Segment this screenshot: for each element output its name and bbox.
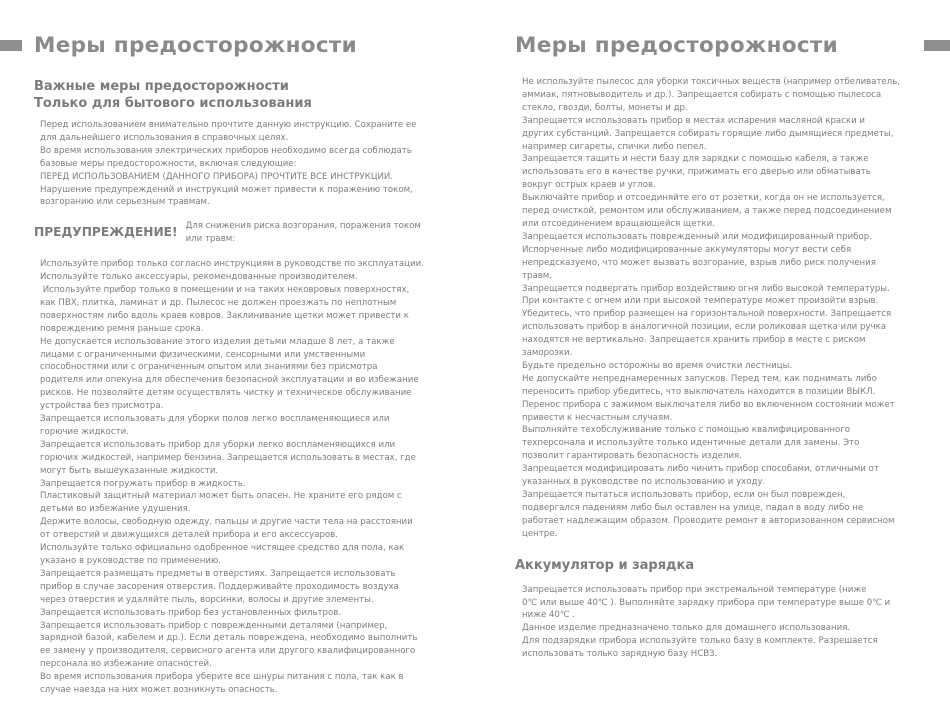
text-line: Испорченные либо модифицированные аккумуляторы могут вести себя: [522, 244, 852, 255]
text-line: 0℃ или выше 40℃ ). Выполняйте зарядку прибора при температуре выше 0℃ и: [522, 597, 891, 608]
text-line: подвергался падениям либо был оставлен на улице, падал в воду либо не: [522, 502, 864, 513]
text-line: способностями или с ограниченным опытом или знаниями без присмотра: [40, 362, 378, 373]
battery-instructions: [515, 584, 925, 661]
text-line: базовые меры предосторожности, включая следующие:: [40, 158, 297, 169]
text-line: указанных в руководстве по использованию и уходу.: [522, 477, 766, 488]
text-line: или отсоединением вращающейся щетки.: [522, 218, 715, 229]
text-line: Используйте прибор только согласно инструкциям в руководстве по эксплуатации.: [40, 259, 424, 270]
text-line: техперсонала и используйте только идентичные детали для замены. Это: [522, 438, 860, 449]
left-page-title: Меры предосторожности: [34, 33, 357, 58]
text-line: как ПВХ, плитка, ламинат и др. Пылесос не должен проезжать по неплотным: [40, 297, 397, 308]
text-line: Не допускайте непреднамеренных запусков. Перед тем, как поднимать либо: [522, 373, 877, 384]
text-line: Будьте предельно осторожны во время очистки лестницы.: [522, 360, 793, 371]
text-line: лицами с ограниченными физическими, сенсорными или умственными: [40, 349, 366, 360]
text-line: непредсказуемо, что может вызвать возгорание, взрыв либо риск получения: [522, 257, 876, 268]
text-line: детьми во избежание удушения.: [40, 504, 191, 515]
left-edge-bar: [0, 40, 22, 51]
text-line: указано в руководстве по применению.: [40, 556, 221, 566]
warning-note: [186, 220, 436, 246]
text-line: Выполняйте техобслуживание только с помощью квалифицированного: [522, 425, 851, 436]
text-line: Запрещается использовать прибор в местах испарения масляной краски и: [522, 115, 866, 126]
text-line: Запрещается погружать прибор в жидкость.: [40, 478, 246, 489]
text-line: перед очисткой, ремонтом или обслуживанием, а также перед подсоединением: [522, 206, 892, 217]
text-line: Запрещается пытаться использовать прибор, если он был поврежден,: [522, 490, 846, 500]
text-line: зарядной базой, кабелем и др.). Если деталь повреждена, необходимо выполнить: [40, 633, 418, 644]
right-column: [515, 76, 925, 661]
text-line: других субстанций. Запрещается собирать горящие либо дымящиеся предметы,: [522, 128, 894, 139]
text-line: Перед использованием внимательно прочтите данную инструкцию. Сохраните ее: [40, 120, 417, 130]
text-line: аммиак, пятновыводитель и др.). Запрещается собирать с помощью пылесоса: [522, 89, 882, 100]
text-line: Не допускается использование этого изделия детьми младше 8 лет, а также: [40, 336, 395, 347]
text-line: Запрещается использовать прибор с поврежденными деталями (например,: [40, 620, 388, 631]
text-line: возгоранию или серьезным травмам.: [40, 197, 210, 208]
warning-title: ПРЕДУПРЕЖДЕНИЕ!: [34, 225, 178, 240]
text-line: Запрещается использовать поврежденный или модифицированный прибор.: [522, 231, 872, 242]
text-line: через отверстия и удаляйте пыль, ворсинки, волосы и другие элементы.: [40, 594, 374, 605]
text-line: Держите волосы, свободную одежду, пальцы и другие части тела на расстоянии: [40, 517, 413, 528]
text-line: поверхностям либо вдоль краев ковров. Заклинивание щетки может привести к: [40, 310, 409, 321]
text-line: случае наезда на них может возникнуть опасность.: [40, 685, 278, 696]
right-page-title: Меры предосторожности: [515, 33, 838, 58]
text-line: заморозки.: [522, 348, 573, 359]
text-line: горючие жидкости.: [40, 426, 129, 437]
text-line: привести к несчастным случаям.: [522, 412, 673, 423]
text-line: или травм:: [185, 234, 236, 245]
important-precautions-heading: Важные меры предосторожности: [34, 79, 289, 94]
text-line: устройства без присмотра.: [40, 401, 164, 412]
text-line: горючих жидкостей, например бензина. Запрещается использовать в местах, где: [40, 452, 416, 463]
text-line: стекло, гвозди, болты, монеты и др.: [522, 102, 688, 113]
text-line: Запрещается использовать прибор для уборки легко воспламеняющихся или: [40, 439, 396, 450]
text-line: работает надлежащим образом. Проводите ремонт в авторизованном сервисном: [522, 515, 895, 526]
right-instructions: [515, 76, 925, 541]
text-line: Данное изделие предназначено только для домашнего использования.: [522, 623, 851, 634]
text-line: использовать его в качестве ручки, прижимать его дверью или обматывать: [522, 167, 871, 178]
text-line: использовать прибор в аналогичной позиции, если роликовая щетка или ручка: [522, 322, 887, 333]
text-line: Используйте только аксессуары, рекомендованные производителем.: [40, 272, 358, 283]
text-line: Используйте прибор только в помещении и на таких нековровых поверхностях,: [40, 284, 410, 295]
text-line: Убедитесь, что прибор размещен на горизонтальной поверхности. Запрещается: [522, 309, 892, 320]
text-line: повреждению ремня раньше срока.: [40, 323, 204, 334]
text-line: травм.: [522, 270, 553, 281]
left-instructions: [34, 258, 444, 697]
household-use-heading: Только для бытового использования: [34, 96, 312, 111]
text-line: вокруг острых краев и углов.: [522, 180, 656, 191]
text-line: от отверстий и движущихся деталей прибора и его аксессуаров.: [40, 530, 338, 541]
text-line: родителя или опекуна для обеспечения безопасной эксплуатации и во избежание: [40, 375, 419, 386]
text-line: Запрещается модифицировать либо чинить прибор способами, отличными от: [522, 464, 879, 475]
text-line: рисков. Не позволяйте детям осуществлять чистку и техническое обслуживание: [40, 388, 412, 399]
warning-row: [34, 220, 444, 246]
text-line: ПЕРЕД ИСПОЛЬЗОВАНИЕМ (ДАННОГО ПРИБОРА) ПРОЧТИТЕ ВСЕ ИНСТРУКЦИИ.: [40, 171, 394, 182]
text-line: Для снижения риска возгорания, поражения током: [185, 221, 421, 232]
left-column: [34, 78, 444, 697]
text-line: для дальнейшего использования в справочных целях.: [40, 132, 289, 143]
text-line: Запрещается тащить и нести базу для зарядки с помощью кабеля, а также: [522, 154, 869, 165]
text-line: Перенос прибора с зажимом выключателя либо во включенном состоянии может: [522, 399, 895, 410]
text-line: ее замену у производителя, сервисного агента или другого квалифицированного: [40, 646, 416, 657]
text-line: могут быть вышеуказанные жидкости.: [40, 465, 219, 476]
intro-paragraph: [34, 119, 444, 209]
text-line: персонала во избежание опасностей.: [40, 659, 212, 670]
text-line: прибор в случае засорения отверстия. Поддерживайте проходимость воздуха: [40, 581, 399, 592]
text-line: Для подзарядки прибора используйте только базу в комплекте. Разрешается: [522, 636, 878, 647]
text-line: Запрещается использовать для уборки полов легко воспламеняющиеся или: [40, 414, 390, 425]
text-line: позволит гарантировать безопасность изделия.: [522, 451, 742, 462]
text-line: например сигареты, спички либо пепел.: [522, 141, 707, 152]
text-line: При контакте с огнем или при высокой температуре может произойти взрыв.: [522, 296, 879, 307]
text-line: Пластиковый защитный материал может быть опасен. Не храните его рядом с: [40, 491, 402, 502]
text-line: центре.: [522, 528, 558, 539]
text-line: Запрещается размещать предметы в отверстиях. Запрещается использовать: [40, 568, 396, 579]
text-line: Запрещается использовать прибор без установленных фильтров.: [40, 607, 342, 618]
text-line: ниже 40℃ .: [522, 610, 576, 621]
text-line: Запрещается использовать прибор при экстремальной температуре (ниже: [522, 584, 867, 595]
text-line: Нарушение предупреждений и инструкций может привести к поражению током,: [40, 184, 413, 195]
text-line: Выключайте прибор и отсоединяйте его от розетки, когда он не используется,: [522, 193, 885, 204]
text-line: находятся не вертикально. Запрещается хранить прибор в месте с риском: [522, 335, 866, 346]
text-line: переносить прибор убедитесь, что выключатель находится в позиции ВЫКЛ.: [522, 386, 876, 397]
text-line: Во время использования прибора уберите все шнуры питания с пола, так как в: [40, 672, 404, 683]
battery-charging-heading: Аккумулятор и зарядка: [515, 557, 695, 573]
text-line: использовать только зарядную базу HCB3.: [522, 649, 718, 660]
text-line: Во время использования электрических приборов необходимо всегда соблюдать: [40, 145, 412, 156]
text-line: Используйте только официально одобренное чистящее средство для пола, как: [40, 543, 405, 554]
text-line: Не используйте пылесос для уборки токсичных веществ (например отбеливатель,: [522, 77, 901, 87]
right-edge-bar: [924, 40, 950, 51]
text-line: Запрещается подвергать прибор воздействию огня либо высокой температуры.: [522, 283, 890, 294]
